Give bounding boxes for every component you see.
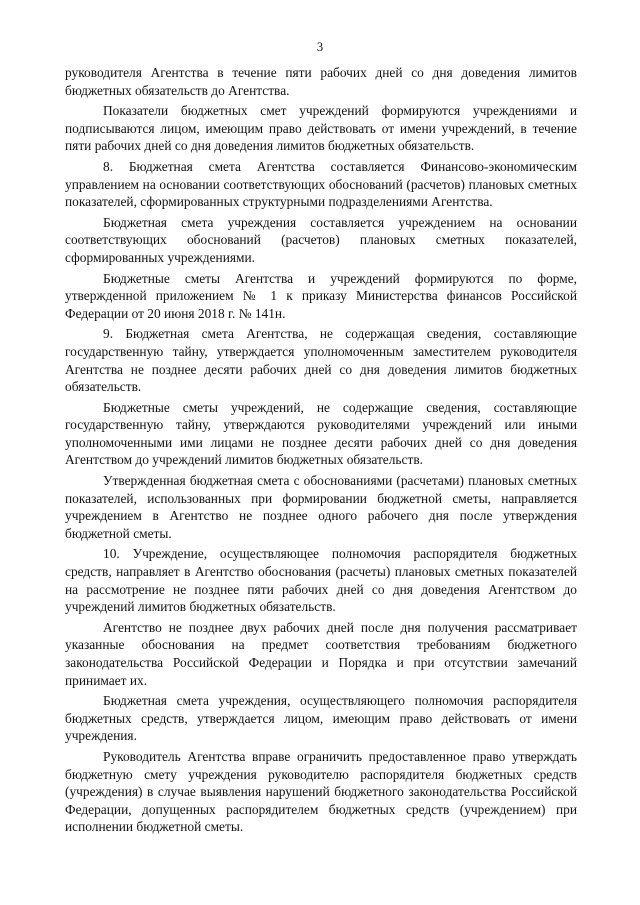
paragraph: Руководитель Агентства вправе ограничить предоставленное право утверждать бюджетную смету учреждения руководителю распорядителя бюджетных средств (учреждения) в случае выявления нарушений бюджетного законодательства Российской Федерации, допущенных распорядителем бюджетных средств (учреждением) при исполнении бюджетной сметы. [65, 748, 577, 835]
paragraph: Утвержденная бюджетная смета с обоснованиями (расчетами) плановых сметных показателей, использованных при формировании бюджетной сметы, направляется учреждением в Агентство не позднее одного рабочего дня после утверждения бюджетной сметы. [65, 473, 577, 541]
paragraph: Показатели бюджетных смет учреждений формируются учреждениями и подписываются лицом, имеющим право действовать от имени учреждений, в течение пяти рабочих дней со дня доведения лимитов бюджетных обязательств. [65, 103, 577, 154]
paragraph-clause-9: 9. Бюджетная смета Агентства, не содержащая сведения, составляющие государственную тайну, утверждается уполномоченным заместителем руководителя Агентства не позднее десяти рабочих дней со дня доведения лимитов бюджетных обязательств. [65, 326, 577, 395]
page-number: 3 [316, 40, 324, 54]
paragraph: Бюджетные сметы учреждений, не содержащие сведения, составляющие государственную тайну, утверждаются руководителями учреждений или иными уполномоченными ими лицами не позднее десяти рабочих дней со дня доведения Агентством до учреждений лимитов бюджетных обязательств. [65, 399, 577, 468]
paragraph-clause-8: 8. Бюджетная смета Агентства составляется Финансово-экономическим управлением на основании соответствующих обоснований (расчетов) плановых сметных показателей, сформированных структурными подразделениями Агентства. [65, 158, 577, 210]
paragraph-continuation: руководителя Агентства в течение пяти рабочих дней со дня доведения лимитов бюджетных обязательств до Агентства. [65, 65, 577, 98]
paragraph: Агентство не позднее двух рабочих дней после дня получения рассматривает указанные обоснования на предмет соответствия требованиям бюджетного законодательства Российской Федерации и Порядка и при отсутствии замечаний принимает их. [65, 619, 577, 688]
paragraph: Бюджетная смета учреждения составляется учреждением на основании соответствующих обоснований (расчетов) плановых сметных показателей, сформированных учреждениями. [65, 214, 577, 265]
paragraph: Бюджетная смета учреждения, осуществляющего полномочия распорядителя бюджетных средств, утверждается лицом, имеющим право действовать от имени учреждения. [65, 693, 577, 744]
paragraph: Бюджетные сметы Агентства и учреждений формируются по форме, утвержденной приложением № 1 к приказу Министерства финансов Российской Федерации от 20 июня 2018 г. № 141н. [65, 270, 577, 321]
paragraph-clause-10: 10. Учреждение, осуществляющее полномочия распорядителя бюджетных средств, направляет в Агентство обоснования (расчеты) плановых сметных показателей на рассмотрение не позднее пяти рабочих дней со дня доведения Агентством до учреждений лимитов бюджетных обязательств. [65, 546, 577, 615]
document-body [65, 64, 577, 839]
